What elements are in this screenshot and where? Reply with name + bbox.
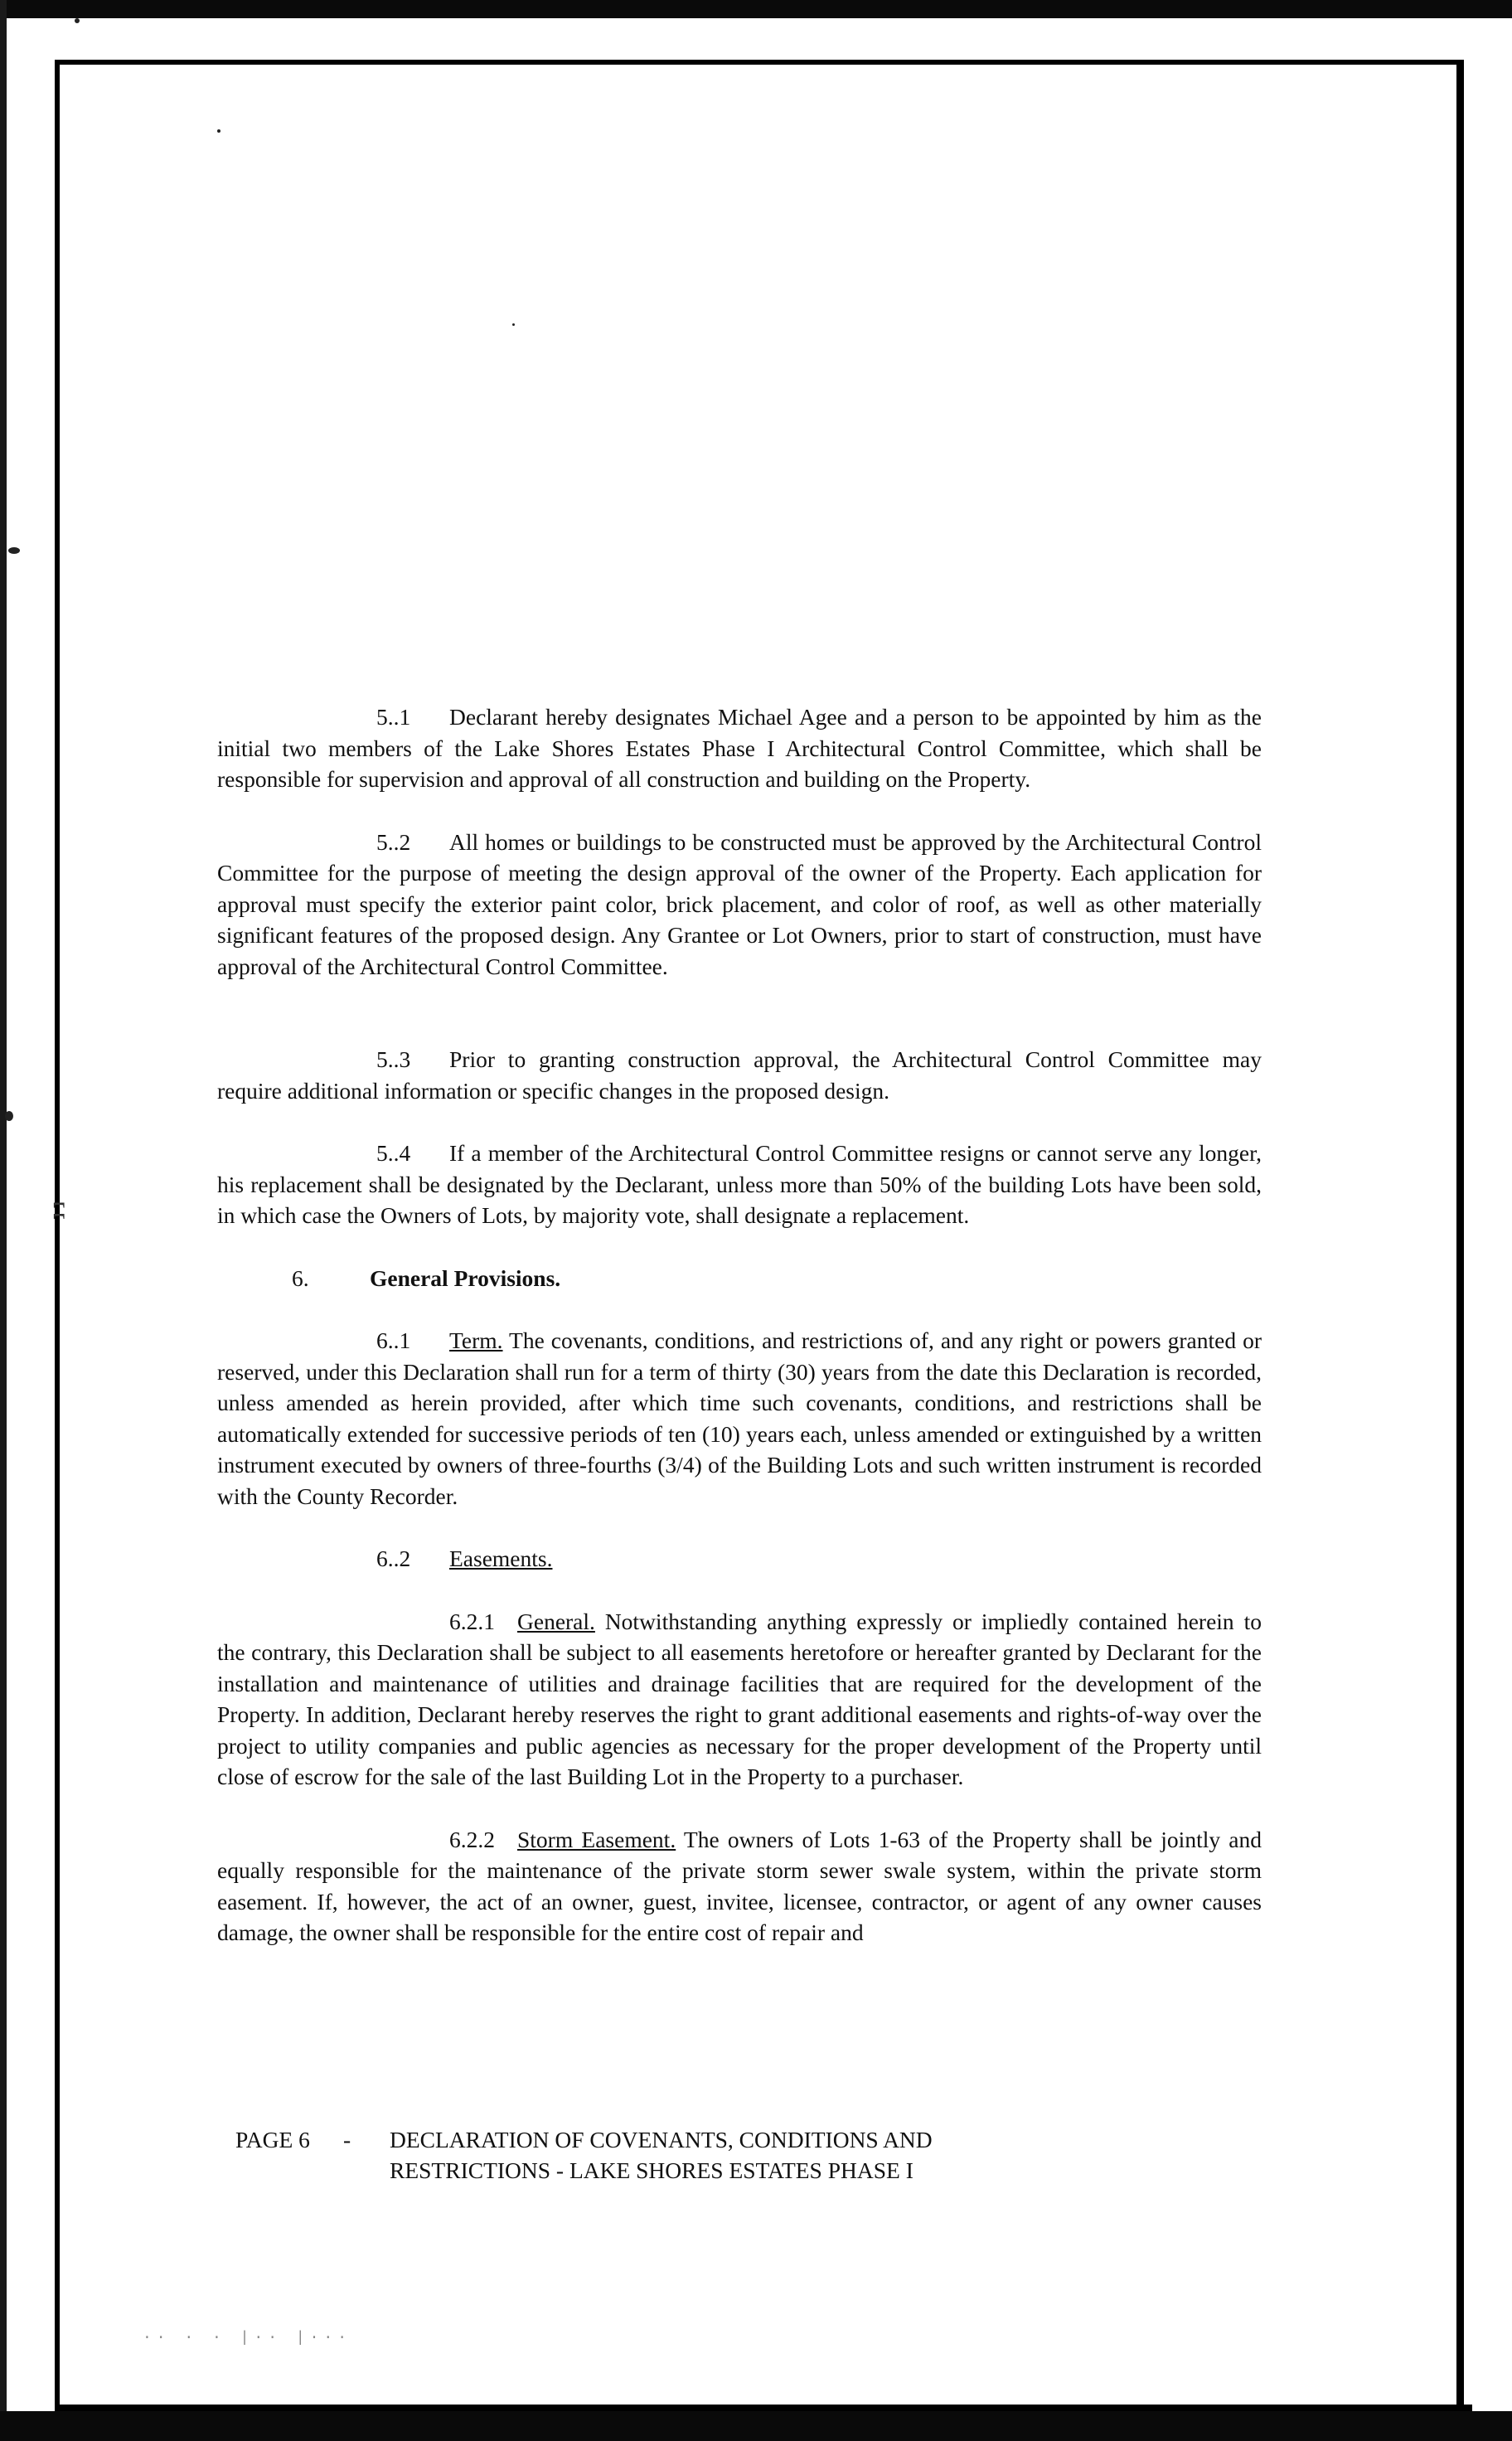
- paragraph-5-3: [217, 1044, 1262, 1106]
- scan-speck: [512, 323, 515, 326]
- paragraph-number: 6.2.1: [449, 1608, 495, 1634]
- footer-separator: -: [343, 2127, 351, 2152]
- paragraph-6-2: [217, 1543, 1262, 1575]
- scan-border-left: [0, 0, 7, 2441]
- paragraph-5-4: [217, 1138, 1262, 1231]
- paragraph-5-2: [217, 827, 1262, 983]
- paragraph-text: The covenants, conditions, and restrictions of, and any right or powers granted or reserved, under this Declaration shall run for a term of thirty (30) years from the date this Declaration is recorded, unless amended as herein provided, after which time such covenants, conditions, and restrictions shall be automatically extended for successive periods of ten (10) years each, unless amended or extinguished by a written instrument executed by owners of three-fourths (3/4) of the Building Lots and such written instrument is recorded with the County Recorder.: [217, 1327, 1262, 1509]
- document-body: [217, 701, 1262, 1948]
- frame-bottom-edge: [55, 2405, 1472, 2411]
- paragraph-number: 6..2: [376, 1546, 411, 1571]
- paragraph-6-1: [217, 1325, 1262, 1512]
- paragraph-number: 5..4: [376, 1140, 411, 1166]
- paragraph-label: General.: [517, 1608, 595, 1634]
- paragraph-label: Easements.: [449, 1546, 553, 1571]
- paragraph-text: Notwithstanding anything expressly or impliedly contained herein to the contrary, this Declaration shall be subject to all easements heretofore or hereafter granted by Declarant for the installation and maintenance of utilities and drainage facilities that are required for the development of the Property. In addition, Declarant hereby reserves the right to grant additional easements and rights-of-way over the project to utility companies and public agencies as necessary for the proper development of the Property until close of escrow for the sale of the last Building Lot in the Property to a purchaser.: [217, 1608, 1262, 1789]
- footer-title-line-1: DECLARATION OF COVENANTS, CONDITIONS AND: [390, 2127, 933, 2152]
- paragraph-text: Prior to granting construction approval, the Architectural Control Committee may require additional information or specific changes in the proposed design.: [217, 1046, 1262, 1104]
- paragraph-text: All homes or buildings to be constructed must be approved by the Architectural Control Committee for the purpose of meeting the design approval of the owner of the Property. Each application for approval must specify the exterior paint color, brick placement, and color of roof, as well as other materially significant features of the proposed design. Any Grantee or Lot Owners, prior to start of construction, must have approval of the Architectural Control Committee.: [217, 828, 1262, 979]
- section-title: General Provisions.: [370, 1264, 561, 1291]
- margin-mark: ʭ: [53, 1197, 65, 1225]
- section-number: 6.: [292, 1264, 309, 1291]
- footer-title-line-2: RESTRICTIONS - LAKE SHORES ESTATES PHASE I: [390, 2157, 914, 2183]
- scan-speck: [217, 129, 220, 133]
- scan-border-top: [0, 0, 1512, 18]
- paragraph-label: Term.: [449, 1327, 503, 1353]
- scan-border-bottom: [0, 2411, 1512, 2441]
- scan-speck: [5, 1111, 13, 1121]
- paragraph-5-1: [217, 701, 1262, 795]
- page-number: PAGE 6: [235, 2127, 310, 2152]
- paragraph-text: Declarant hereby designates Michael Agee and a person to be appointed by him as the initial two members of the Lake Shores Estates Phase I Architectural Control Committee, which shall be responsible for supervision and approval of all construction and building on the Property.: [217, 704, 1262, 792]
- paragraph-number: 6.2.2: [449, 1826, 495, 1852]
- paragraph-number: 6..1: [376, 1327, 411, 1353]
- scan-speck: [75, 18, 80, 23]
- section-heading-6: [217, 1263, 1262, 1294]
- paragraph-6-2-1: [217, 1606, 1262, 1793]
- paragraph-text: If a member of the Architectural Control Committee resigns or cannot serve any longer, his replacement shall be designated by the Declarant, unless more than 50% of the building Lots have been sold, in which case the Owners of Lots, by majority vote, shall designate a replacement.: [217, 1140, 1262, 1228]
- faint-stamp-mark: ·· · · |·· |···: [143, 2330, 352, 2346]
- scan-speck: [8, 547, 20, 554]
- paragraph-label: Storm Easement.: [517, 1826, 676, 1852]
- paragraph-number: 5..3: [376, 1046, 411, 1072]
- paragraph-text: The owners of Lots 1-63 of the Property shall be jointly and equally responsible for the maintenance of the private storm sewer swale system, within the private storm easement. If, however, the act of an owner, guest, invitee, licensee, contractor, or agent of any owner causes damage, the owner shall be responsible for the entire cost of repair and: [217, 1826, 1262, 1945]
- paragraph-number: 5..2: [376, 828, 411, 855]
- paragraph-6-2-2: [217, 1824, 1262, 1948]
- page-footer: [235, 2124, 933, 2186]
- paragraph-number: 5..1: [376, 704, 411, 730]
